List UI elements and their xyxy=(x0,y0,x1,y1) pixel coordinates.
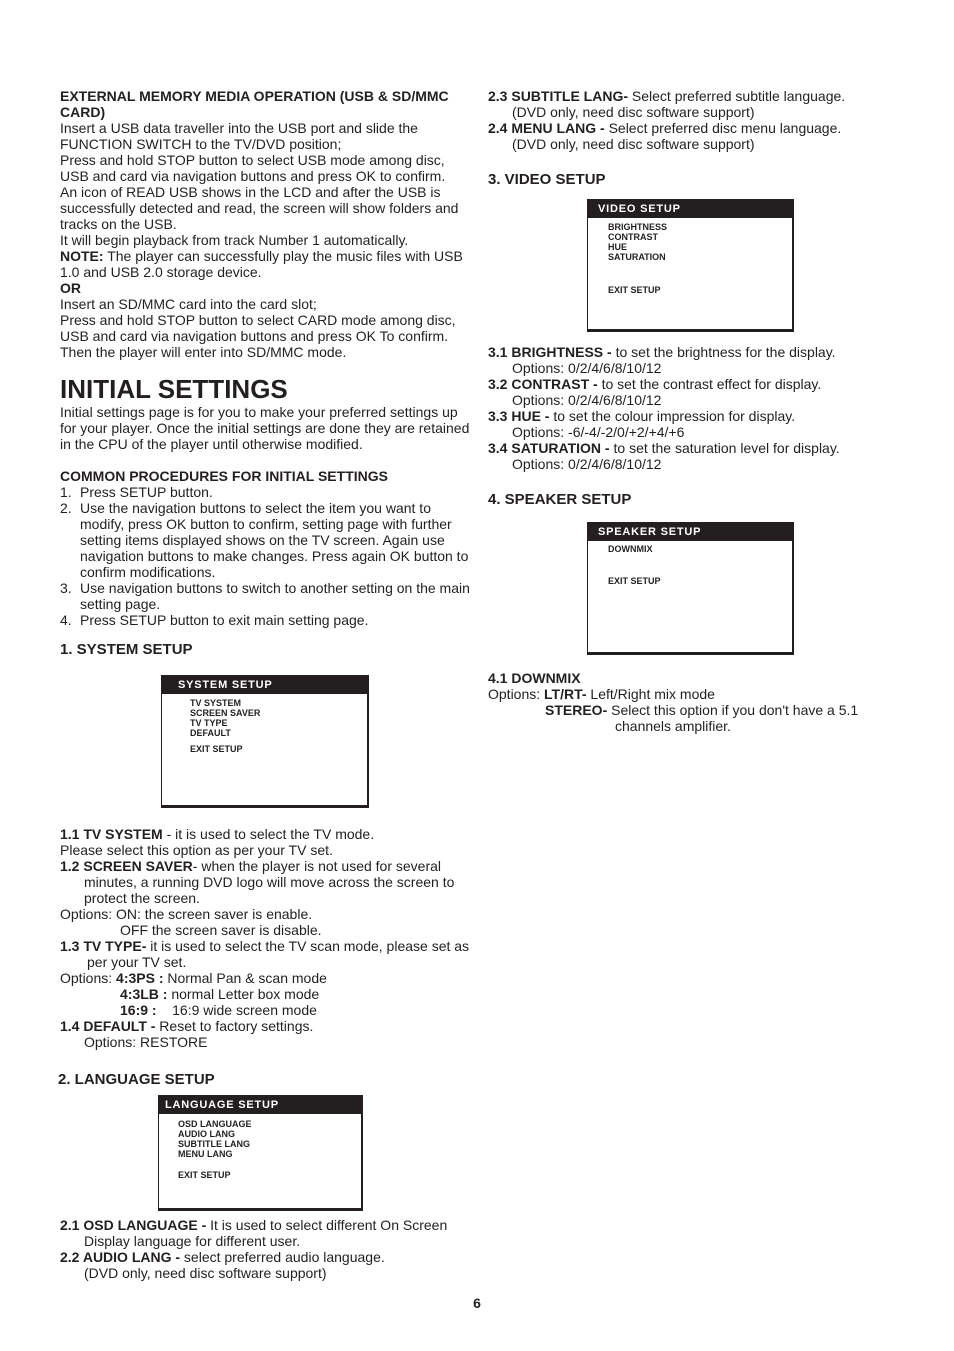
s33-opt: Options: -6/-4/-2/0/+2/+4/+6 xyxy=(512,424,685,440)
s13-opt3-label: 16:9 : xyxy=(120,1002,157,1018)
external-p5: Insert an SD/MMC card into the card slot; xyxy=(60,296,317,312)
menu-item-exit-setup: EXIT SETUP xyxy=(190,744,243,754)
video-setup-heading: 3. VIDEO SETUP xyxy=(488,171,606,188)
menu-item-screen-saver: SCREEN SAVER xyxy=(190,708,261,718)
menu-item-default: DEFAULT xyxy=(190,728,231,738)
s11-label: 1.1 TV SYSTEM xyxy=(60,826,163,842)
menu-item-hue: HUE xyxy=(608,242,628,252)
external-p4: It will begin playback from track Number 1 automatically. xyxy=(60,232,409,248)
s41-heading: 4.1 DOWNMIX xyxy=(488,670,581,686)
s22-text: select preferred audio language. xyxy=(180,1249,385,1265)
s21-label: 2.1 OSD LANGUAGE - xyxy=(60,1217,207,1233)
procedure-step xyxy=(60,612,470,628)
procedure-step xyxy=(60,484,470,500)
s12-opt2: OFF the screen saver is disable. xyxy=(120,922,322,938)
speaker-menu-title: SPEAKER SETUP xyxy=(588,523,792,541)
s13-opt2-label: 4:3LB : xyxy=(120,986,168,1002)
page-number: 6 xyxy=(473,1295,481,1311)
s22-label: 2.2 AUDIO LANG - xyxy=(60,1249,181,1265)
speaker-descriptions xyxy=(488,670,888,734)
downmix-opt2 xyxy=(488,702,888,734)
s13-opts-prefix: Options: xyxy=(60,970,117,986)
system-setup-heading: 1. SYSTEM SETUP xyxy=(60,641,193,658)
downmix-opt2-text: Select this option if you don't have a 5.1 channels amplifier. xyxy=(607,702,859,734)
step-number: 3. xyxy=(60,580,72,596)
procedure-step xyxy=(60,580,470,612)
s32-opt: Options: 0/2/4/6/8/10/12 xyxy=(512,392,662,408)
step-number: 4. xyxy=(60,612,72,628)
external-p3: An icon of READ USB shows in the LCD and after the USB is successfully detected and read, the screen will show folders and tracks on the USB. xyxy=(60,184,459,232)
s13-text: it is used to select the TV scan mode, please set as per your TV set. xyxy=(87,938,470,970)
left-column xyxy=(60,88,470,1281)
language-setup-menu xyxy=(158,1095,363,1211)
s21-text: It is used to select different On Screen Display language for different user. xyxy=(84,1217,448,1249)
s24-line2: (DVD only, need disc software support) xyxy=(512,136,755,152)
s12-label: 1.2 SCREEN SAVER xyxy=(60,858,193,874)
s23-text: Select preferred subtitle language. xyxy=(628,88,846,104)
external-or xyxy=(60,280,470,296)
system-menu-title: SYSTEM SETUP xyxy=(162,676,367,694)
speaker-menu-items xyxy=(588,541,792,586)
downmix-opts-prefix: Options: xyxy=(488,686,545,702)
s21-line xyxy=(60,1217,470,1249)
s32-label: 3.2 CONTRAST - xyxy=(488,376,598,392)
s32-line xyxy=(488,376,888,392)
menu-item-menu-lang: MENU LANG xyxy=(178,1149,233,1159)
s13-opt1 xyxy=(60,970,470,986)
s12-text: - when the player is not used for several minutes, a running DVD logo will move across the screen to protect the screen. xyxy=(84,858,455,906)
s14-line xyxy=(60,1018,470,1034)
menu-item-exit-setup: EXIT SETUP xyxy=(608,576,661,586)
s13-opt1-text: Normal Pan & scan mode xyxy=(163,970,327,986)
video-setup-menu xyxy=(587,199,794,332)
step-number: 1. xyxy=(60,484,72,500)
menu-item-exit-setup: EXIT SETUP xyxy=(178,1170,231,1180)
menu-item-exit-setup: EXIT SETUP xyxy=(608,285,661,295)
external-p6: Press and hold STOP button to select CARD mode among disc, USB and card via navigation buttons and press OK To confirm. Then the player will enter into SD/MMC mode. xyxy=(60,312,456,360)
or-label: OR xyxy=(60,280,81,296)
s34-line xyxy=(488,440,888,456)
s33-line xyxy=(488,408,888,424)
s14-label: 1.4 DEFAULT - xyxy=(60,1018,156,1034)
s31-text: to set the brightness for the display. xyxy=(611,344,836,360)
s13-line xyxy=(60,938,470,970)
step-number: 2. xyxy=(60,500,72,516)
initial-settings-title: INITIAL SETTINGS xyxy=(60,374,288,404)
s31-line xyxy=(488,344,888,360)
s34-label: 3.4 SATURATION - xyxy=(488,440,610,456)
s11-line xyxy=(60,826,470,842)
s12-line xyxy=(60,858,470,906)
common-procedures-heading: COMMON PROCEDURES FOR INITIAL SETTINGS xyxy=(60,468,388,484)
s23-line xyxy=(488,88,888,104)
system-setup-menu xyxy=(161,675,369,808)
menu-item-osd-language: OSD LANGUAGE xyxy=(178,1119,252,1129)
s13-opt2 xyxy=(60,986,470,1002)
external-p1: Insert a USB data traveller into the USB port and slide the FUNCTION SWITCH to the TV/DVD position; xyxy=(60,120,418,152)
system-descriptions xyxy=(60,826,470,1050)
s24-text: Select preferred disc menu language. xyxy=(604,120,842,136)
language-setup-heading: 2. LANGUAGE SETUP xyxy=(58,1071,215,1088)
menu-item-contrast: CONTRAST xyxy=(608,232,658,242)
s31-opt: Options: 0/2/4/6/8/10/12 xyxy=(512,360,662,376)
menu-item-tv-system: TV SYSTEM xyxy=(190,698,242,708)
external-note xyxy=(60,248,470,280)
s11-text: - it is used to select the TV mode. xyxy=(162,826,375,842)
s31-label: 3.1 BRIGHTNESS - xyxy=(488,344,612,360)
procedure-steps xyxy=(60,484,470,628)
s14-text: Reset to factory settings. xyxy=(155,1018,314,1034)
video-descriptions xyxy=(488,344,888,472)
step-text: Use the navigation buttons to select the item you want to modify, press OK button to confirm, setting page with further setting items displayed shows on the TV screen. Again use navigation buttons to make changes. Press again OK button to confirm modifications. xyxy=(80,500,469,580)
video-menu-items xyxy=(588,218,792,295)
s13-opt1-label: 4:3PS : xyxy=(116,970,164,986)
language-descriptions-left xyxy=(60,1217,470,1281)
right-column xyxy=(488,88,888,734)
procedure-step xyxy=(60,500,470,580)
system-menu-items xyxy=(162,694,367,754)
downmix-opt2-label: STEREO- xyxy=(545,702,608,718)
downmix-opt1 xyxy=(488,686,888,702)
menu-item-audio-lang: AUDIO LANG xyxy=(178,1129,235,1139)
initial-intro: Initial settings page is for you to make your preferred settings up for your player. Once the initial settings are done they are retained in the CPU of the player until otherwise modified. xyxy=(60,404,470,452)
s22-line xyxy=(60,1249,470,1265)
menu-item-brightness: BRIGHTNESS xyxy=(608,222,668,232)
step-text: Press SETUP button to exit main setting page. xyxy=(80,612,369,628)
language-menu-title: LANGUAGE SETUP xyxy=(159,1096,361,1114)
s23-line2: (DVD only, need disc software support) xyxy=(512,104,755,120)
s11-line2: Please select this option as per your TV set. xyxy=(60,842,333,858)
note-text: The player can successfully play the music files with USB 1.0 and USB 2.0 storage device. xyxy=(60,248,463,280)
s24-line xyxy=(488,120,888,136)
step-text: Press SETUP button. xyxy=(80,484,213,500)
s34-opt: Options: 0/2/4/6/8/10/12 xyxy=(512,456,662,472)
s13-opt3-text: 16:9 wide screen mode xyxy=(156,1002,317,1018)
speaker-setup-menu xyxy=(587,522,794,655)
speaker-setup-heading: 4. SPEAKER SETUP xyxy=(488,491,632,508)
note-label: NOTE: xyxy=(60,248,104,264)
step-text: Use navigation buttons to switch to another setting on the main setting page. xyxy=(80,580,470,612)
menu-item-subtitle-lang: SUBTITLE LANG xyxy=(178,1139,250,1149)
external-p2: Press and hold STOP button to select USB mode among disc, USB and card via navigation buttons and press OK to confirm. xyxy=(60,152,446,184)
external-memory-heading: EXTERNAL MEMORY MEDIA OPERATION (USB & SD/MMC CARD) xyxy=(60,88,449,120)
s13-opt3 xyxy=(60,1002,470,1018)
downmix-opt1-text: Left/Right mix mode xyxy=(586,686,715,702)
language-menu-items xyxy=(159,1114,361,1180)
s14-opt: Options: RESTORE xyxy=(84,1034,208,1050)
s33-text: to set the colour impression for display. xyxy=(549,408,796,424)
menu-item-tv-type: TV TYPE xyxy=(190,718,228,728)
s24-label: 2.4 MENU LANG - xyxy=(488,120,605,136)
s34-text: to set the saturation level for display. xyxy=(609,440,840,456)
s13-opt2-text: normal Letter box mode xyxy=(167,986,320,1002)
s23-label: 2.3 SUBTITLE LANG- xyxy=(488,88,629,104)
s13-label: 1.3 TV TYPE- xyxy=(60,938,147,954)
downmix-opt1-label: LT/RT- xyxy=(544,686,587,702)
menu-item-downmix: DOWNMIX xyxy=(608,544,653,554)
s33-label: 3.3 HUE - xyxy=(488,408,550,424)
s12-opt1: Options: ON: the screen saver is enable. xyxy=(60,906,313,922)
s22-line2: (DVD only, need disc software support) xyxy=(84,1265,327,1281)
menu-item-saturation: SATURATION xyxy=(608,252,666,262)
video-menu-title: VIDEO SETUP xyxy=(588,200,792,218)
s32-text: to set the contrast effect for display. xyxy=(597,376,822,392)
